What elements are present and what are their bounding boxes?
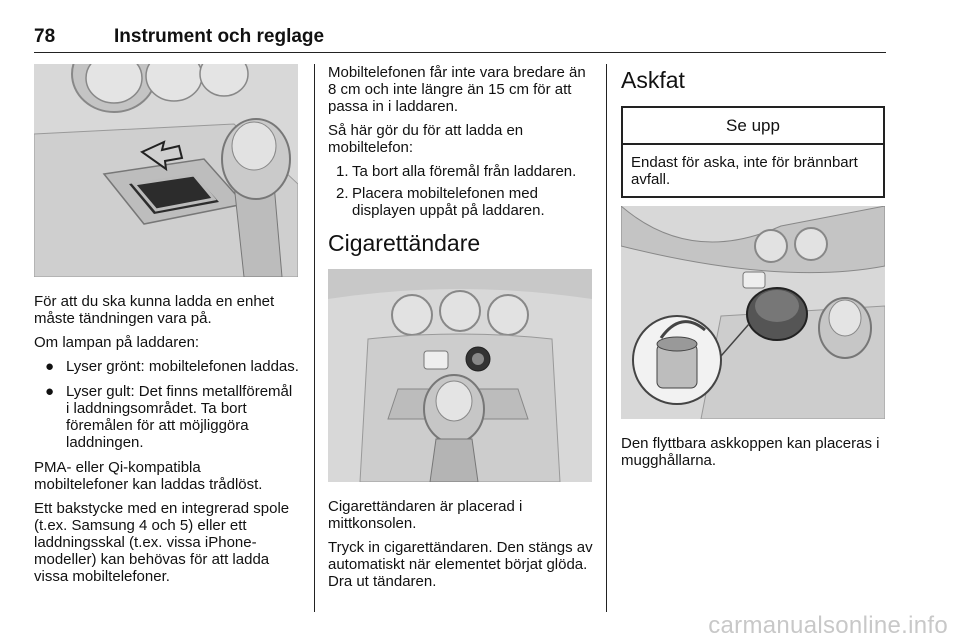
paragraph: Ett bakstycke med en integrerad spole (t.ex. Samsung 4 och 5) eller ett laddningsskal (t.ex. vissa iPhone-modeller) kan behövas för att ladda vissa mobiltelefoner. [34, 500, 290, 585]
caution-box [621, 106, 885, 198]
column-divider-2 [606, 64, 607, 612]
paragraph: PMA- eller Qi-kompatibla mobiltelefoner kan laddas trådlöst. [34, 459, 263, 493]
column-divider-1 [314, 64, 315, 612]
list-item: 2. Placera mobiltelefonen med displayen uppåt på laddaren. [336, 185, 545, 219]
caution-text: Endast för aska, inte för brännbart avfall. [631, 154, 858, 188]
column-1 [34, 64, 299, 592]
paragraph: Mobiltelefonen får inte vara bredare än 8 cm och inte längre än 15 cm för att passa in i laddaren. [328, 64, 586, 115]
caution-title: Se upp [623, 108, 883, 145]
bullet-icon: ● [45, 383, 55, 400]
column-3 [621, 64, 885, 476]
section-heading: Cigarettändare [328, 230, 481, 256]
list-item: ● Lyser gult: Det finns metallföremål i laddningsområdet. Ta bort föremålen för att möjliggöra laddningen. [45, 383, 293, 451]
list-item: ● Lyser grönt: mobiltelefonen laddas. [45, 358, 299, 375]
watermark: carmanualsonline.info [708, 612, 948, 639]
section-title: Instrument och reglage [114, 26, 325, 47]
header-rule [34, 52, 886, 53]
column-2 [328, 64, 593, 597]
bullet-icon: ● [45, 358, 55, 375]
paragraph: Den flyttbara askkoppen kan placeras i mugghållarna. [621, 435, 880, 469]
paragraph: För att du ska kunna ladda en enhet måste tändningen vara på. [34, 293, 275, 327]
paragraph: Tryck in cigarettändaren. Den stängs av automatiskt när elementet börjat glöda. Dra ut tändaren. [328, 539, 593, 590]
section-heading: Askfat [621, 67, 685, 93]
ashtray-illustration [621, 206, 885, 419]
paragraph: Cigarettändaren är placerad i mittkonsolen. [328, 498, 523, 532]
list-item: 1. Ta bort alla föremål från laddaren. [336, 163, 577, 180]
paragraph: Så här gör du för att ladda en mobiltelefon: [328, 122, 524, 156]
page-header [34, 26, 886, 52]
page-number: 78 [34, 26, 56, 47]
cigarette-lighter-illustration [328, 269, 592, 482]
paragraph: Om lampan på laddaren: [34, 334, 200, 351]
wireless-charging-tray-illustration [34, 64, 298, 277]
